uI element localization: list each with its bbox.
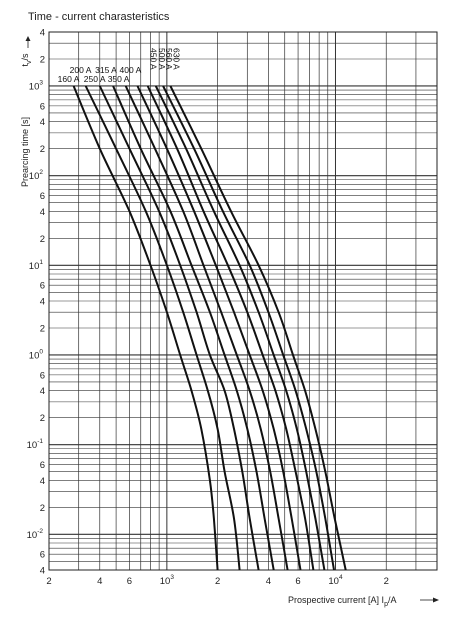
curve-label-250a: 250 A bbox=[83, 73, 106, 84]
curve-label-500a: 500 A bbox=[156, 47, 167, 70]
y-tick-label: 4 bbox=[39, 386, 45, 398]
y-tick-label: 6 bbox=[39, 101, 45, 113]
y-axis-symbol: $t_v/s$ bbox=[20, 53, 33, 67]
y-tick-label: 6 bbox=[39, 549, 45, 561]
curve-label-560a: 560 A bbox=[164, 47, 175, 70]
y-tick-label: $10^0$ bbox=[28, 348, 43, 362]
curve-label-400a: 400 A bbox=[119, 64, 142, 75]
curve-label-315a: 315 A bbox=[95, 64, 117, 75]
x-tick-label: 2 bbox=[214, 576, 221, 587]
x-axis-label bbox=[288, 595, 439, 608]
y-tick-label: 2 bbox=[39, 54, 45, 66]
curve-label-160a: 160 A bbox=[57, 73, 80, 84]
y-tick-label: 2 bbox=[39, 323, 45, 335]
curve-label-200a: 200 A bbox=[69, 64, 92, 75]
curve-labels bbox=[58, 48, 182, 84]
y-axis-label bbox=[20, 36, 33, 187]
y-tick-label: $10^{-2}$ bbox=[26, 527, 43, 541]
y-tick-label: 6 bbox=[39, 191, 45, 203]
y-tick-label: 2 bbox=[39, 233, 45, 245]
y-axis-title: Prearcing time [s] bbox=[20, 116, 30, 188]
y-tick-label: $10^3$ bbox=[28, 79, 43, 93]
x-tick-label: $10^4$ bbox=[328, 574, 343, 587]
y-tick-label: $10^{-1}$ bbox=[26, 438, 43, 452]
curve-label-630a: 630 A bbox=[171, 47, 182, 70]
x-tick-label: 6 bbox=[295, 576, 301, 587]
y-tick-label: 4 bbox=[39, 117, 45, 129]
x-tick-label: 2 bbox=[383, 576, 389, 587]
y-tick-label: $10^1$ bbox=[28, 258, 43, 272]
y-tick-label: 2 bbox=[39, 413, 45, 425]
y-tick-labels bbox=[27, 28, 45, 577]
y-tick-label: 4 bbox=[39, 27, 45, 39]
curve-label-450a: 450 A bbox=[148, 47, 159, 70]
x-tick-label: 6 bbox=[126, 576, 133, 587]
x-tick-label: 2 bbox=[46, 576, 52, 587]
x-tick-labels bbox=[46, 574, 389, 587]
x-tick-label: 4 bbox=[265, 576, 272, 587]
y-tick-label: 4 bbox=[39, 565, 45, 577]
y-axis-arrow-head bbox=[26, 36, 31, 41]
y-tick-label: 6 bbox=[39, 460, 45, 472]
x-axis-title: Prospective current [A] $I_p/A$ bbox=[288, 595, 397, 608]
curve-label-350a: 350 A bbox=[107, 73, 130, 84]
y-tick-label: 2 bbox=[39, 144, 45, 156]
x-tick-label: 4 bbox=[97, 576, 103, 587]
y-tick-label: 6 bbox=[39, 280, 45, 292]
y-tick-label: $10^2$ bbox=[28, 169, 43, 183]
x-tick-label: $10^3$ bbox=[159, 574, 174, 587]
y-tick-label: 2 bbox=[39, 502, 45, 514]
x-axis-arrow-head bbox=[433, 598, 439, 603]
chart-title: Time - current charasteristics bbox=[28, 11, 170, 23]
y-tick-label: 6 bbox=[39, 370, 45, 382]
y-tick-label: 4 bbox=[39, 206, 45, 218]
y-tick-label: 4 bbox=[39, 475, 45, 487]
y-tick-label: 4 bbox=[39, 296, 45, 308]
